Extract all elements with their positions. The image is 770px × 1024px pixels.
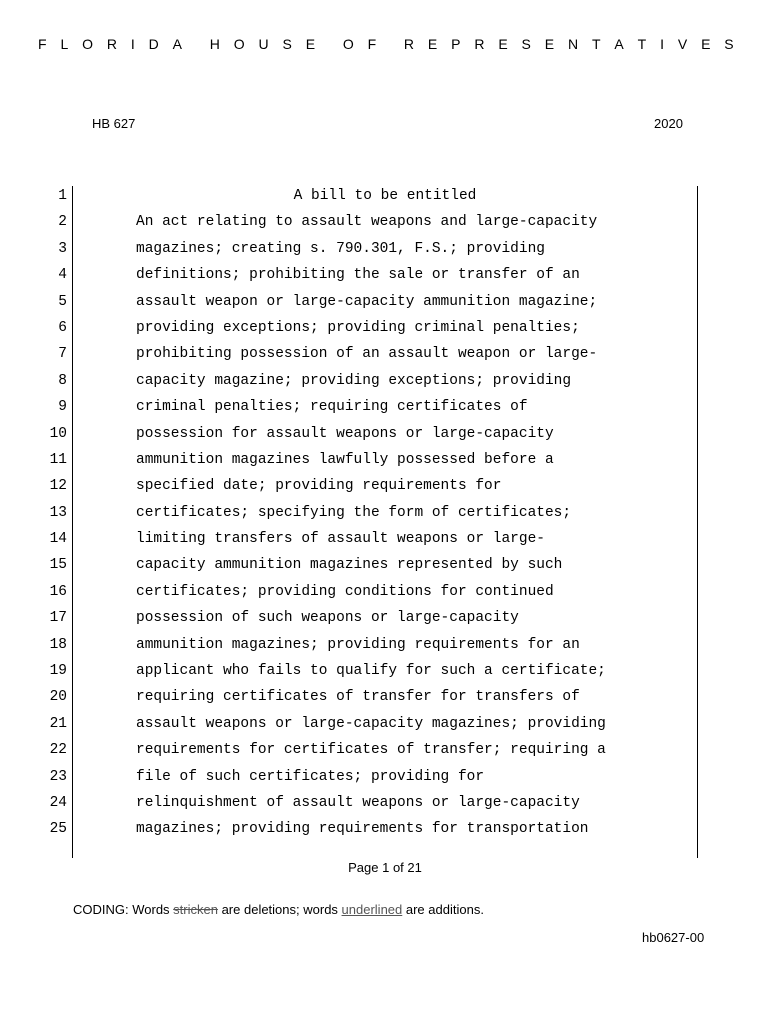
line-number: 16 xyxy=(49,583,67,600)
coding-middle: are deletions; words xyxy=(217,902,342,917)
bill-line xyxy=(0,552,770,578)
line-number: 4 xyxy=(58,267,67,284)
chamber-letter: T xyxy=(591,36,601,52)
line-text: ammunition magazines; providing requirements for an xyxy=(136,636,580,653)
chamber-letter: I xyxy=(130,36,135,52)
bill-line xyxy=(0,526,770,552)
line-number: 25 xyxy=(49,821,67,838)
line-text: prohibiting possession of an assault weapon or large- xyxy=(136,346,598,363)
line-number: 10 xyxy=(49,425,67,442)
bill-line xyxy=(0,790,770,816)
line-number: 22 xyxy=(49,742,67,759)
bill-line xyxy=(0,209,770,235)
line-text: An act relating to assault weapons and large-capacity xyxy=(136,214,598,231)
chamber-letter: O xyxy=(233,36,245,52)
bill-line xyxy=(0,289,770,315)
bill-line xyxy=(0,632,770,658)
bill-line xyxy=(0,447,770,473)
session-year: 2020 xyxy=(654,116,683,131)
bill-line xyxy=(0,711,770,737)
line-number: 6 xyxy=(58,319,67,336)
line-number: 17 xyxy=(49,610,67,627)
line-text: capacity ammunition magazines represented by such xyxy=(136,557,563,574)
chamber-header xyxy=(0,36,770,52)
bill-line xyxy=(0,605,770,631)
line-text: specified date; providing requirements for xyxy=(136,478,502,495)
line-text: A bill to be entitled xyxy=(293,188,477,204)
line-text: relinquishment of assault weapons or large-capacity xyxy=(136,794,580,811)
line-number: 11 xyxy=(49,451,67,468)
chamber-letter: O xyxy=(82,36,93,52)
line-text: definitions; prohibiting the sale or transfer of an xyxy=(136,267,580,284)
line-number: 21 xyxy=(49,715,67,732)
chamber-letter: F xyxy=(367,36,377,52)
chamber-letter: S xyxy=(521,36,531,52)
bill-line xyxy=(0,737,770,763)
chamber-letter: L xyxy=(60,36,69,52)
bill-line xyxy=(0,421,770,447)
chamber-letter: D xyxy=(148,36,159,52)
line-number: 23 xyxy=(49,768,67,785)
chamber-letter: E xyxy=(305,36,316,52)
bill-line xyxy=(0,341,770,367)
chamber-letter: R xyxy=(403,36,415,52)
bill-line xyxy=(0,394,770,420)
line-text: applicant who fails to qualify for such a certificate; xyxy=(136,663,606,680)
line-text: criminal penalties; requiring certificates of xyxy=(136,399,528,416)
chamber-letter: E xyxy=(427,36,438,52)
line-number: 12 xyxy=(49,478,67,495)
line-text: assault weapons or large-capacity magazines; providing xyxy=(136,715,606,732)
chamber-letter: H xyxy=(209,36,220,52)
chamber-letter: E xyxy=(498,36,508,52)
line-text: file of such certificates; providing for xyxy=(136,768,485,785)
line-number: 19 xyxy=(49,663,67,680)
page-number: Page 1 of 21 xyxy=(348,860,422,875)
chamber-letter: N xyxy=(567,36,579,52)
bill-line xyxy=(0,658,770,684)
chamber-letter: F xyxy=(38,36,47,52)
chamber-letter: S xyxy=(724,36,734,52)
line-text: magazines; creating s. 790.301, F.S.; providing xyxy=(136,240,545,257)
bill-line xyxy=(0,183,770,209)
line-number: 14 xyxy=(49,531,67,548)
line-number: 9 xyxy=(58,399,67,416)
line-text: assault weapon or large-capacity ammunition magazine; xyxy=(136,293,598,310)
chamber-letter: A xyxy=(172,36,182,52)
line-text: limiting transfers of assault weapons or large- xyxy=(136,531,545,548)
coding-stricken: stricken xyxy=(173,902,218,917)
line-text: possession of such weapons or large-capacity xyxy=(136,610,519,627)
bill-line xyxy=(0,236,770,262)
coding-legend xyxy=(73,902,484,917)
bill-line xyxy=(0,368,770,394)
line-number: 1 xyxy=(58,188,67,204)
document-id: hb0627-00 xyxy=(642,930,705,945)
chamber-letter: O xyxy=(342,36,354,52)
chamber-letter: V xyxy=(677,36,688,52)
line-number: 20 xyxy=(49,689,67,706)
line-number: 3 xyxy=(58,240,67,257)
chamber-letter: U xyxy=(258,36,269,52)
line-number: 15 xyxy=(49,557,67,574)
chamber-letter: A xyxy=(614,36,624,52)
line-number: 7 xyxy=(58,346,67,363)
bill-line xyxy=(0,816,770,842)
line-number: 24 xyxy=(49,794,67,811)
line-text: magazines; providing requirements for transportation xyxy=(136,821,589,838)
chamber-letter: R xyxy=(106,36,117,52)
line-text: providing exceptions; providing criminal penalties; xyxy=(136,319,580,336)
line-number: 18 xyxy=(49,636,67,653)
line-number: 5 xyxy=(58,293,67,310)
bill-line xyxy=(0,764,770,790)
line-text: certificates; specifying the form of certificates; xyxy=(136,504,572,521)
chamber-letter: R xyxy=(474,36,485,52)
chamber-letter: S xyxy=(282,36,292,52)
chamber-letter: T xyxy=(637,36,647,52)
line-text: ammunition magazines lawfully possessed before a xyxy=(136,451,554,468)
line-text: requirements for certificates of transfer; requiring a xyxy=(136,742,606,759)
line-text: capacity magazine; providing exceptions; providing xyxy=(136,372,572,389)
bill-line xyxy=(0,579,770,605)
bill-number: HB 627 xyxy=(92,116,136,131)
line-text: certificates; providing conditions for continued xyxy=(136,583,554,600)
coding-underlined: underlined xyxy=(341,902,403,917)
chamber-letter: I xyxy=(660,36,664,52)
bill-line xyxy=(0,315,770,341)
bill-text xyxy=(0,183,770,843)
bill-line xyxy=(0,684,770,710)
bill-line xyxy=(0,500,770,526)
line-text: requiring certificates of transfer for transfers of xyxy=(136,689,580,706)
line-text: possession for assault weapons or large-capacity xyxy=(136,425,554,442)
chamber-letter: P xyxy=(451,36,461,52)
line-number: 13 xyxy=(49,504,67,521)
bill-line xyxy=(0,473,770,499)
chamber-letter: E xyxy=(701,36,711,52)
line-number: 2 xyxy=(58,214,67,231)
coding-suffix: are additions. xyxy=(402,902,484,917)
coding-prefix: CODING: Words xyxy=(73,902,174,917)
line-number: 8 xyxy=(58,372,67,389)
bill-line xyxy=(0,262,770,288)
chamber-letter: E xyxy=(544,36,555,52)
